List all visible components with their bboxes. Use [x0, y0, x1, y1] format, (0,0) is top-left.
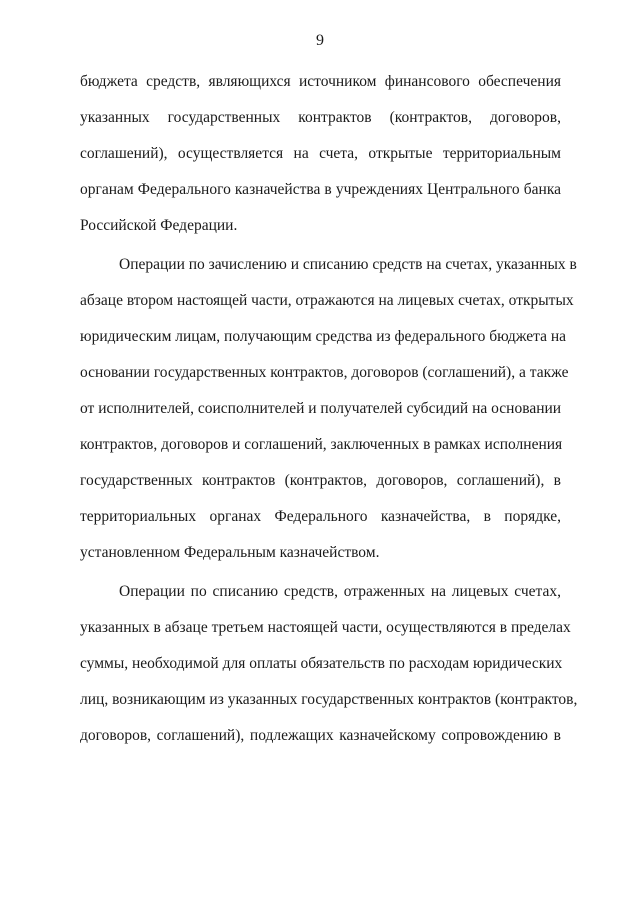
- text-line: Российской Федерации.: [80, 217, 238, 234]
- text-line: соглашений), осуществляется на счета, открытые территориальным: [80, 145, 561, 162]
- text-line: от исполнителей, соисполнителей и получателей субсидий на основании: [80, 400, 562, 417]
- text-line: основании государственных контрактов, договоров (соглашений), а также: [80, 364, 569, 381]
- text-line: установленном Федеральным казначейством.: [80, 544, 380, 561]
- paragraph-2: [80, 255, 577, 579]
- text-line: Операции по списанию средств, отраженных на лицевых счетах,: [119, 583, 561, 600]
- text-line: бюджета средств, являющихся источником финансового обеспечения: [80, 73, 561, 90]
- text-line: указанных государственных контрактов (контрактов, договоров,: [80, 109, 561, 126]
- paragraph-1: [80, 72, 561, 252]
- text-line: суммы, необходимой для оплаты обязательств по расходам юридических: [80, 655, 563, 672]
- text-line: государственных контрактов (контрактов, договоров, соглашений), в: [80, 472, 561, 489]
- text-line: лиц, возникающим из указанных государственных контрактов (контрактов,: [80, 691, 578, 708]
- text-line: контрактов, договоров и соглашений, заключенных в рамках исполнения: [80, 436, 563, 453]
- text-line: абзаце втором настоящей части, отражаются на лицевых счетах, открытых: [80, 292, 574, 309]
- text-line: юридическим лицам, получающим средства из федерального бюджета на: [80, 328, 567, 345]
- text-line: договоров, соглашений), подлежащих казначейскому сопровождению в: [80, 727, 561, 744]
- page-number: 9: [316, 32, 324, 49]
- text-line: территориальных органах Федерального казначейства, в порядке,: [80, 508, 561, 525]
- text-line: указанных в абзаце третьем настоящей части, осуществляются в пределах: [80, 619, 571, 636]
- text-line: Операции по зачислению и списанию средств на счетах, указанных в: [119, 256, 577, 273]
- text-line: органам Федерального казначейства в учреждениях Центрального банка: [80, 181, 561, 198]
- paragraph-3: [80, 582, 578, 762]
